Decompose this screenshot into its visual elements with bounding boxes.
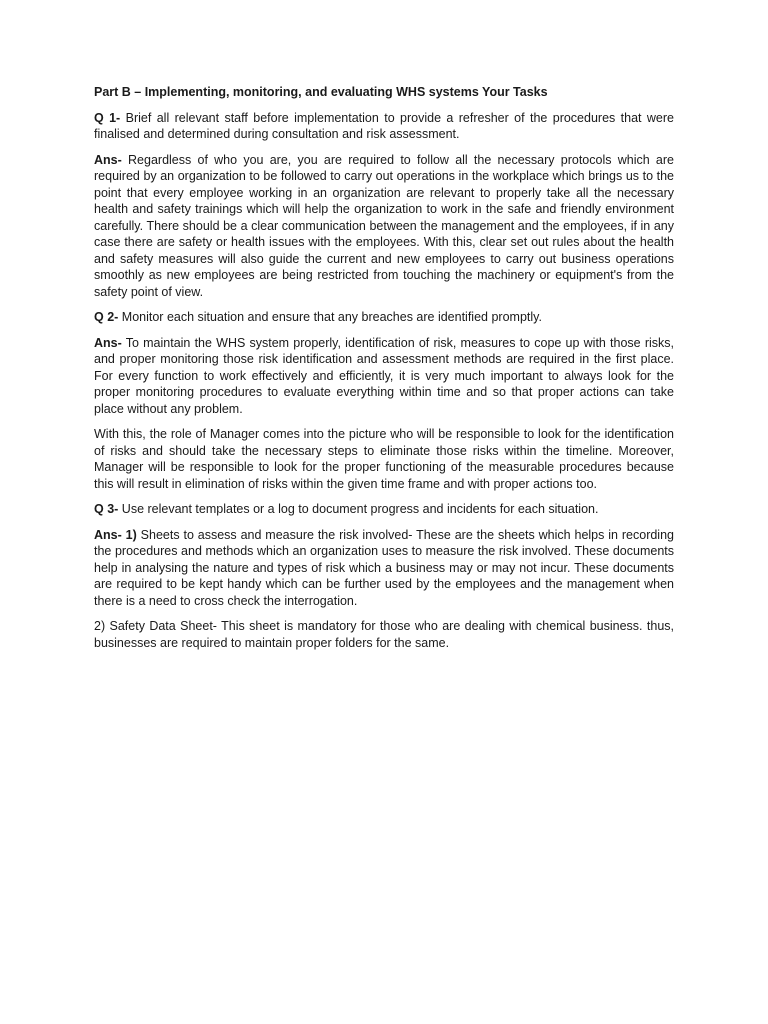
answer-3 bbox=[94, 527, 674, 610]
question-3-text: Use relevant templates or a log to document progress and incidents for each situation. bbox=[118, 502, 599, 516]
question-2-text: Monitor each situation and ensure that any breaches are identified promptly. bbox=[118, 310, 542, 324]
answer-3-item-2: 2) Safety Data Sheet- This sheet is mandatory for those who are dealing with chemical business. thus, businesses are required to maintain proper folders for the same. bbox=[94, 619, 674, 650]
question-3 bbox=[94, 501, 674, 518]
answer-2-continued: With this, the role of Manager comes into the picture who will be responsible to look for the identification of risks and should take the necessary steps to eliminate those risks within the timeline. Moreover, Manager will be responsible to look for the proper functioning of the measurable procedures because this will result in elimination of risks within the given time frame and with proper actions too. bbox=[94, 427, 674, 491]
section-heading: Part B – Implementing, monitoring, and evaluating WHS systems Your Tasks bbox=[94, 85, 548, 99]
question-1-label: Q 1- bbox=[94, 110, 121, 125]
question-1-text: Brief all relevant staff before implementation to provide a refresher of the procedures that were finalised and determined during consultation and risk assessment. bbox=[94, 110, 674, 141]
answer-1 bbox=[94, 152, 674, 301]
document-page bbox=[94, 84, 674, 660]
question-1 bbox=[94, 110, 674, 143]
answer-3-text: Sheets to assess and measure the risk involved- These are the sheets which helps in recording the procedures and methods which an organization uses to measure the risk involved. These documents help in analysing the nature and types of risk which a business may or may not incur. These documents are required to be kept handy which can be further used by the employees and the management when there is a need to cross check the interrogation. bbox=[94, 527, 674, 608]
question-3-label: Q 3- bbox=[94, 502, 119, 516]
answer-1-text: Regardless of who you are, you are required to follow all the necessary protocols which are required by an organization to be followed to carry out operations in the workplace which brings us to the point that every employee working in an organization are relevant to properly take all the necessary health and safety trainings which will help the organization to work in the safe and friendly environment carefully. There should be a clear communication between the management and the employees, if in any case there are safety or health issues with the employees. With this, clear set out rules about the health and safety measures will also guide the current and new employees to carry out business operations smoothly as new employees are being restricted from touching the machinery or equipment's from the safety point of view. bbox=[94, 152, 674, 299]
question-2 bbox=[94, 309, 674, 326]
answer-2 bbox=[94, 335, 674, 418]
answer-3-label: Ans- 1) bbox=[94, 527, 137, 542]
answer-2-label: Ans- bbox=[94, 335, 122, 350]
question-2-label: Q 2- bbox=[94, 310, 119, 324]
answer-1-label: Ans- bbox=[94, 152, 122, 167]
answer-2-text: To maintain the WHS system properly, identification of risk, measures to cope up with those risks, and proper monitoring those risk identification and assessment methods are required in the first place. For every function to work effectively and efficiently, it is very much important to always look for the proper monitoring procedures to evaluate everything within time and so that proper actions can take place without any problem. bbox=[94, 335, 674, 416]
